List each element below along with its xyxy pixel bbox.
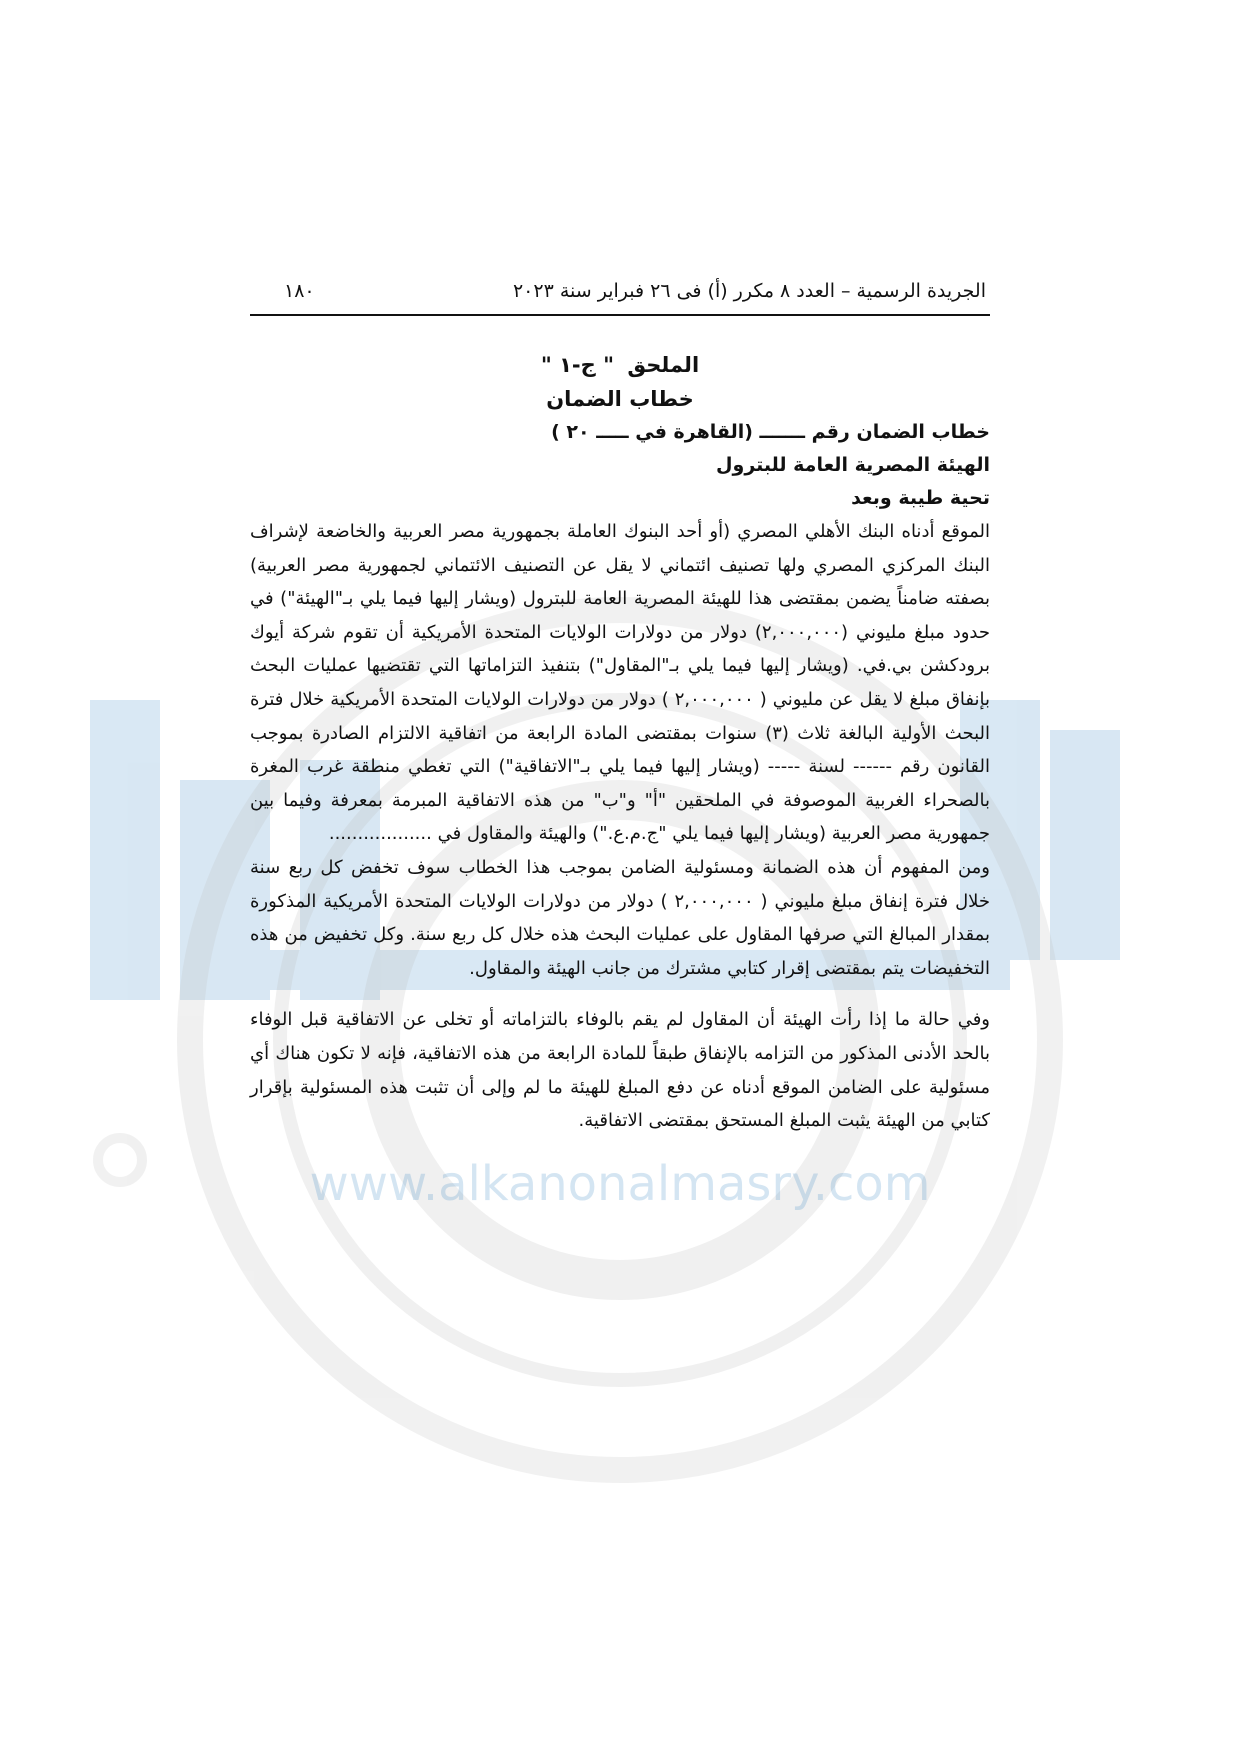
- addressee: الهيئة المصرية العامة للبترول: [716, 454, 990, 476]
- annex-title: [250, 348, 990, 382]
- paragraph-guarantee: الموقع أدناه البنك الأهلي المصري (أو أحد البنوك العاملة بجمهورية مصر العربية والخاضعة لإشراف البنك المركزي المصري ولها تصنيف ائتماني لا يقل عن التصنيف الائتماني لجمهورية مصر العربية) بصفته ضامناً يضمن بمقتضى هذا للهيئة المصرية العامة للبترول (ويشار إليها فيما يلي بـ"الهيئة") في حدود مبلغ مليوني (٢,٠٠٠,٠٠٠) دولار من دولارات الولايات المتحدة الأمريكية أن تقوم شركة أيوك برودكشن بي.في. (ويشار إليها فيما يلي بـ"المقاول") بتنفيذ التزاماتها التي تقتضيها عمليات البحث بإنفاق مبلغ لا يقل عن مليوني ( ٢,٠٠٠,٠٠٠ ) دولار من دولارات الولايات المتحدة الأمريكية خلال فترة البحث الأولية البالغة ثلاث (٣) سنوات بمقتضى المادة الرابعة من اتفاقية الالتزام الصادرة بموجب القانون رقم ------ لسنة ----- (ويشار إليها فيما يلي بـ"الاتفاقية") التي تغطي منطقة غرب المغرة بالصحراء الغربية الموصوفة في الملحقين "أ" و"ب" من هذه الاتفاقية المبرمة بمعرفة وفيما بين جمهورية مصر العربية (ويشار إليها فيما يلي "ج.م.ع.") والهيئة والمقاول في ..................: [250, 521, 991, 845]
- page-number: ١٨٠: [284, 280, 315, 302]
- document-page: [250, 280, 990, 1138]
- paragraph-liability: وفي حالة ما إذا رأت الهيئة أن المقاول لم يقم بالوفاء بالتزاماته أو تخلى عن الاتفاقية قبل الوفاء بالحد الأدنى المذكور من التزامه بالإنفاق طبقاً للمادة الرابعة من هذه الاتفاقية، فإنه لا تكون هناك أي مسئولية على الضامن الموقع أدناه عن دفع المبلغ للهيئة ما لم وإلى أن تثبت هذه المسئولية بإقرار كتابي من الهيئة يثبت المبلغ المستحق بمقتضى الاتفاقية.: [250, 1009, 990, 1132]
- gazette-title: الجريدة الرسمية – العدد ٨ مكرر (أ) فى ٢٦ فبراير سنة ٢٠٢٣: [512, 280, 986, 302]
- greeting: تحية طيبة وبعد: [851, 487, 990, 509]
- paragraph-reduction: ومن المفهوم أن هذه الضمانة ومسئولية الضامن بموجب هذا الخطاب سوف تخفض كل ربع سنة خلال فترة إنفاق مبلغ مليوني ( ٢,٠٠٠,٠٠٠ ) دولار من دولارات الولايات المتحدة الأمريكية المذكورة بمقدار المبالغ التي صرفها المقاول على عمليات البحث هذه خلال كل ربع سنة. وكل تخفيض من هذه التخفيضات يتم بمقتضى إقرار كتابي مشترك من جانب الهيئة والمقاول.: [250, 856, 991, 979]
- annex-label: الملحق: [627, 353, 700, 377]
- letter-title: خطاب الضمان: [546, 387, 694, 411]
- watermark-site-text: www.alkanonalmasry.com: [309, 1156, 931, 1212]
- letter-number-line: خطاب الضمان رقم ـــــــ (القاهرة في ـــــ ٢٠ ): [551, 421, 990, 443]
- running-header: [250, 280, 990, 316]
- annex-code: " ج-١ ": [540, 353, 615, 377]
